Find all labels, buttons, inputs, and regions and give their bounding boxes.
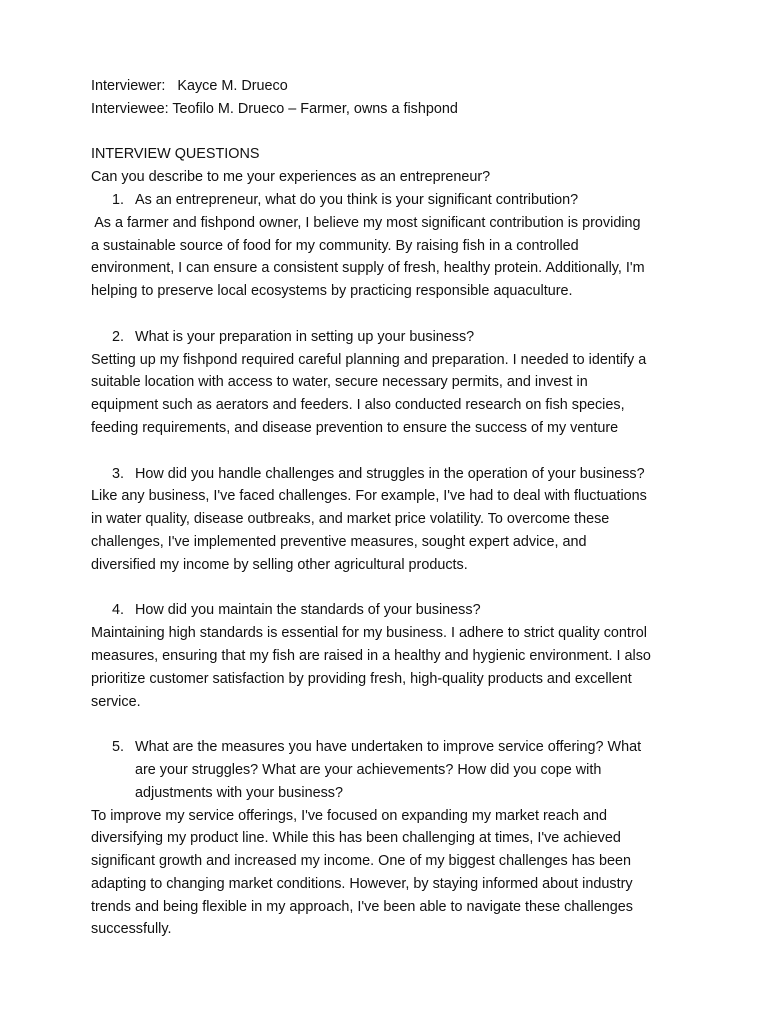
question-number: 2. <box>112 328 125 345</box>
answer-line: To improve my service offerings, I've focused on expanding my market reach and <box>91 807 607 824</box>
question-item <box>91 326 691 349</box>
answer-line: suitable location with access to water, secure necessary permits, and invest in <box>91 374 588 391</box>
answer-paragraph <box>91 622 691 713</box>
answer-paragraph <box>91 485 691 576</box>
question-text: As an entrepreneur, what do you think is your significant contribution? <box>135 191 579 208</box>
answer-line: helping to preserve local ecosystems by practicing responsible aquaculture. <box>91 283 573 300</box>
intro-question: Can you describe to me your experiences as an entrepreneur? <box>91 169 491 186</box>
document-body <box>91 75 691 941</box>
question-text: What are the measures you have undertaken to improve service offering? What <box>135 739 642 756</box>
answer-line: in water quality, disease outbreaks, and market price volatility. To overcome these <box>91 511 610 528</box>
answer-line: Maintaining high standards is essential for my business. I adhere to strict quality control <box>91 625 647 642</box>
question-number: 3. <box>112 465 125 482</box>
question-number: 5. <box>112 739 125 756</box>
answer-line: equipment such as aerators and feeders. I also conducted research on fish species, <box>91 397 625 414</box>
answer-line: feeding requirements, and disease prevention to ensure the success of my venture <box>91 419 619 436</box>
question-text: How did you handle challenges and struggles in the operation of your business? <box>135 465 645 482</box>
answer-line: environment, I can ensure a consistent supply of fresh, healthy protein. Additionally, I'm <box>91 260 645 277</box>
answer-line: challenges, I've implemented preventive measures, sought expert advice, and <box>91 533 587 550</box>
answer-line: service. <box>91 693 141 710</box>
question-text: What is your preparation in setting up your business? <box>135 328 475 345</box>
answer-line: prioritize customer satisfaction by providing fresh, high-quality products and excellent <box>91 670 632 687</box>
question-item <box>91 599 691 622</box>
interviewer-line: Interviewer: Kayce M. Drueco <box>91 78 288 94</box>
answer-line: adapting to changing market conditions. However, by staying informed about industry <box>91 875 633 892</box>
answer-line: As a farmer and fishpond owner, I believe my most significant contribution is providing <box>91 214 641 231</box>
answer-line: successfully. <box>91 921 172 938</box>
interviewee-line: Interviewee: Teofilo M. Drueco – Farmer, owns a fishpond <box>91 100 458 117</box>
answer-paragraph <box>91 212 691 303</box>
answer-line: Like any business, I've faced challenges. For example, I've had to deal with fluctuations <box>91 488 647 505</box>
answer-line: diversified my income by selling other agricultural products. <box>91 556 468 573</box>
question-text: adjustments with your business? <box>135 784 343 801</box>
answer-paragraph <box>91 349 691 440</box>
question-item <box>91 463 691 486</box>
answer-line: trends and being flexible in my approach, I've been able to navigate these challenges <box>91 898 633 915</box>
answer-line: measures, ensuring that my fish are raised in a healthy and hygienic environment. I also <box>91 647 651 664</box>
answer-paragraph <box>91 805 691 942</box>
answer-line: significant growth and increased my income. One of my biggest challenges has been <box>91 853 631 870</box>
answer-line: Setting up my fishpond required careful planning and preparation. I needed to identify a <box>91 351 647 368</box>
question-text: How did you maintain the standards of your business? <box>135 602 481 619</box>
answer-line: diversifying my product line. While this has been challenging at times, I've achieved <box>91 830 621 847</box>
question-item <box>91 189 691 212</box>
question-item <box>91 736 691 804</box>
qa-list <box>91 189 691 941</box>
question-number: 4. <box>112 602 125 619</box>
section-title: INTERVIEW QUESTIONS <box>91 146 260 163</box>
answer-line: a sustainable source of food for my community. By raising fish in a controlled <box>91 237 579 254</box>
question-text: are your struggles? What are your achievements? How did you cope with <box>135 761 602 778</box>
question-number: 1. <box>112 191 125 208</box>
